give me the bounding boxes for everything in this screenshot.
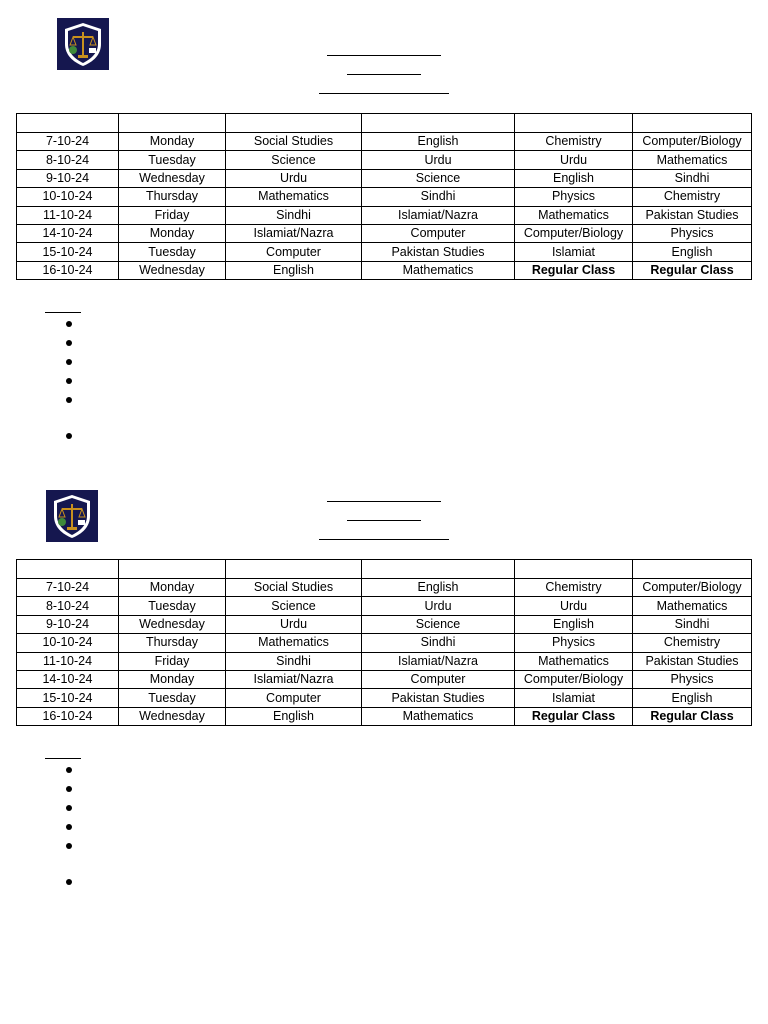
day-cell: Monday bbox=[119, 670, 226, 688]
subject-cell: Sindhi bbox=[226, 206, 362, 224]
subject-cell: Urdu bbox=[515, 151, 633, 169]
day-cell: Tuesday bbox=[119, 151, 226, 169]
header-cell bbox=[119, 560, 226, 579]
subject-cell: Computer bbox=[226, 243, 362, 261]
bullet-dot-icon bbox=[66, 843, 74, 851]
subject-cell: Science bbox=[226, 151, 362, 169]
date-cell: 14-10-24 bbox=[17, 670, 119, 688]
header-cell bbox=[515, 560, 633, 579]
day-cell: Thursday bbox=[119, 188, 226, 206]
day-cell: Wednesday bbox=[119, 261, 226, 279]
subject-cell: Chemistry bbox=[633, 634, 752, 652]
subject-cell: Pakistan Studies bbox=[362, 243, 515, 261]
date-cell: 10-10-24 bbox=[17, 634, 119, 652]
subject-cell: Sindhi bbox=[362, 188, 515, 206]
header-cell bbox=[362, 560, 515, 579]
date-cell: 10-10-24 bbox=[17, 188, 119, 206]
subheading-line bbox=[319, 539, 449, 540]
date-cell: 11-10-24 bbox=[17, 206, 119, 224]
title-placeholder-lines bbox=[0, 0, 768, 100]
subject-cell: Islamiat/Nazra bbox=[362, 652, 515, 670]
subject-cell: Pakistan Studies bbox=[362, 689, 515, 707]
date-cell: 16-10-24 bbox=[17, 707, 119, 725]
subject-cell: Mathematics bbox=[633, 151, 752, 169]
bullet-dot-icon bbox=[66, 767, 74, 775]
date-cell: 16-10-24 bbox=[17, 261, 119, 279]
table-row bbox=[17, 151, 752, 169]
bullet-dot-icon bbox=[66, 824, 74, 832]
subheading-line bbox=[319, 93, 449, 94]
table-row bbox=[17, 579, 752, 597]
subject-cell: Sindhi bbox=[362, 634, 515, 652]
subject-cell: Computer/Biology bbox=[633, 579, 752, 597]
date-cell: 8-10-24 bbox=[17, 151, 119, 169]
subject-cell: Mathematics bbox=[362, 261, 515, 279]
subject-cell: Mathematics bbox=[362, 707, 515, 725]
bullet-dot-icon bbox=[66, 321, 74, 329]
header-cell bbox=[17, 560, 119, 579]
subject-cell: Urdu bbox=[515, 597, 633, 615]
day-cell: Monday bbox=[119, 579, 226, 597]
header-cell bbox=[633, 560, 752, 579]
date-cell: 7-10-24 bbox=[17, 133, 119, 151]
table-row bbox=[17, 652, 752, 670]
subject-cell: Chemistry bbox=[633, 188, 752, 206]
subject-cell: Mathematics bbox=[226, 634, 362, 652]
exam-schedule-table bbox=[16, 113, 752, 280]
date-cell: 15-10-24 bbox=[17, 689, 119, 707]
schedule-section-2 bbox=[0, 446, 768, 876]
bullet-dot-icon bbox=[66, 359, 74, 367]
day-cell: Wednesday bbox=[119, 707, 226, 725]
day-cell: Monday bbox=[119, 133, 226, 151]
header-cell bbox=[226, 560, 362, 579]
bullet-dot-icon bbox=[66, 340, 74, 348]
day-cell: Tuesday bbox=[119, 243, 226, 261]
notes-heading-line bbox=[45, 758, 81, 759]
table-row bbox=[17, 615, 752, 633]
subject-cell: Islamiat bbox=[515, 243, 633, 261]
day-cell: Friday bbox=[119, 652, 226, 670]
subject-cell: Computer bbox=[362, 224, 515, 242]
table-row bbox=[17, 261, 752, 279]
table-row bbox=[17, 169, 752, 187]
subject-cell: Pakistan Studies bbox=[633, 652, 752, 670]
header-cell bbox=[119, 114, 226, 133]
day-cell: Thursday bbox=[119, 634, 226, 652]
subject-cell: Chemistry bbox=[515, 133, 633, 151]
subject-cell: Urdu bbox=[362, 597, 515, 615]
title-line bbox=[327, 55, 441, 56]
bullet-dot-icon bbox=[66, 879, 74, 887]
bullet-dot-icon bbox=[66, 433, 74, 441]
table-row bbox=[17, 634, 752, 652]
table-row bbox=[17, 188, 752, 206]
subject-cell: Urdu bbox=[362, 151, 515, 169]
subject-cell: English bbox=[226, 707, 362, 725]
day-cell: Wednesday bbox=[119, 615, 226, 633]
day-cell: Tuesday bbox=[119, 597, 226, 615]
subject-cell: Social Studies bbox=[226, 579, 362, 597]
subject-cell: Chemistry bbox=[515, 579, 633, 597]
subject-cell: Mathematics bbox=[226, 188, 362, 206]
bullet-dot-icon bbox=[66, 378, 74, 386]
subject-cell: Science bbox=[362, 615, 515, 633]
subject-cell: Sindhi bbox=[633, 169, 752, 187]
subject-cell: English bbox=[633, 243, 752, 261]
table-row bbox=[17, 670, 752, 688]
subject-cell: English bbox=[515, 169, 633, 187]
header-cell bbox=[515, 114, 633, 133]
header-cell bbox=[226, 114, 362, 133]
subtitle-line bbox=[347, 74, 421, 75]
subject-cell: Physics bbox=[515, 634, 633, 652]
bullet-dot-icon bbox=[66, 397, 74, 405]
subject-cell: Physics bbox=[633, 670, 752, 688]
table-header-row bbox=[17, 114, 752, 133]
header-cell bbox=[362, 114, 515, 133]
regular-class-cell: Regular Class bbox=[633, 707, 752, 725]
subject-cell: Sindhi bbox=[226, 652, 362, 670]
subject-cell: Mathematics bbox=[515, 652, 633, 670]
subject-cell: Computer bbox=[226, 689, 362, 707]
subject-cell: Computer bbox=[362, 670, 515, 688]
title-line bbox=[327, 501, 441, 502]
bullet-dot-icon bbox=[66, 786, 74, 794]
subject-cell: Sindhi bbox=[633, 615, 752, 633]
table-row bbox=[17, 224, 752, 242]
subject-cell: English bbox=[515, 615, 633, 633]
day-cell: Monday bbox=[119, 224, 226, 242]
subject-cell: Social Studies bbox=[226, 133, 362, 151]
exam-schedule-table bbox=[16, 559, 752, 726]
regular-class-cell: Regular Class bbox=[515, 707, 633, 725]
day-cell: Friday bbox=[119, 206, 226, 224]
subject-cell: Islamiat bbox=[515, 689, 633, 707]
subject-cell: Mathematics bbox=[633, 597, 752, 615]
subject-cell: Computer/Biology bbox=[633, 133, 752, 151]
table-row bbox=[17, 206, 752, 224]
date-cell: 7-10-24 bbox=[17, 579, 119, 597]
subject-cell: English bbox=[633, 689, 752, 707]
subject-cell: Computer/Biology bbox=[515, 224, 633, 242]
header-cell bbox=[17, 114, 119, 133]
subject-cell: Mathematics bbox=[515, 206, 633, 224]
date-cell: 11-10-24 bbox=[17, 652, 119, 670]
day-cell: Tuesday bbox=[119, 689, 226, 707]
regular-class-cell: Regular Class bbox=[515, 261, 633, 279]
header-cell bbox=[633, 114, 752, 133]
subject-cell: Islamiat/Nazra bbox=[362, 206, 515, 224]
subject-cell: Computer/Biology bbox=[515, 670, 633, 688]
table-row bbox=[17, 689, 752, 707]
table-row bbox=[17, 597, 752, 615]
table-row bbox=[17, 243, 752, 261]
subject-cell: Islamiat/Nazra bbox=[226, 670, 362, 688]
table-row bbox=[17, 707, 752, 725]
day-cell: Wednesday bbox=[119, 169, 226, 187]
date-cell: 15-10-24 bbox=[17, 243, 119, 261]
bullet-dot-icon bbox=[66, 805, 74, 813]
subject-cell: Science bbox=[226, 597, 362, 615]
subject-cell: Pakistan Studies bbox=[633, 206, 752, 224]
subject-cell: English bbox=[362, 133, 515, 151]
date-cell: 8-10-24 bbox=[17, 597, 119, 615]
subject-cell: Urdu bbox=[226, 169, 362, 187]
table-header-row bbox=[17, 560, 752, 579]
subject-cell: Physics bbox=[515, 188, 633, 206]
date-cell: 9-10-24 bbox=[17, 615, 119, 633]
subject-cell: Physics bbox=[633, 224, 752, 242]
regular-class-cell: Regular Class bbox=[633, 261, 752, 279]
title-placeholder-lines bbox=[0, 446, 768, 546]
date-cell: 14-10-24 bbox=[17, 224, 119, 242]
subject-cell: Science bbox=[362, 169, 515, 187]
table-row bbox=[17, 133, 752, 151]
date-cell: 9-10-24 bbox=[17, 169, 119, 187]
subject-cell: Islamiat/Nazra bbox=[226, 224, 362, 242]
notes-heading-line bbox=[45, 312, 81, 313]
subject-cell: English bbox=[362, 579, 515, 597]
schedule-section-1 bbox=[0, 0, 768, 430]
subject-cell: English bbox=[226, 261, 362, 279]
subject-cell: Urdu bbox=[226, 615, 362, 633]
subtitle-line bbox=[347, 520, 421, 521]
